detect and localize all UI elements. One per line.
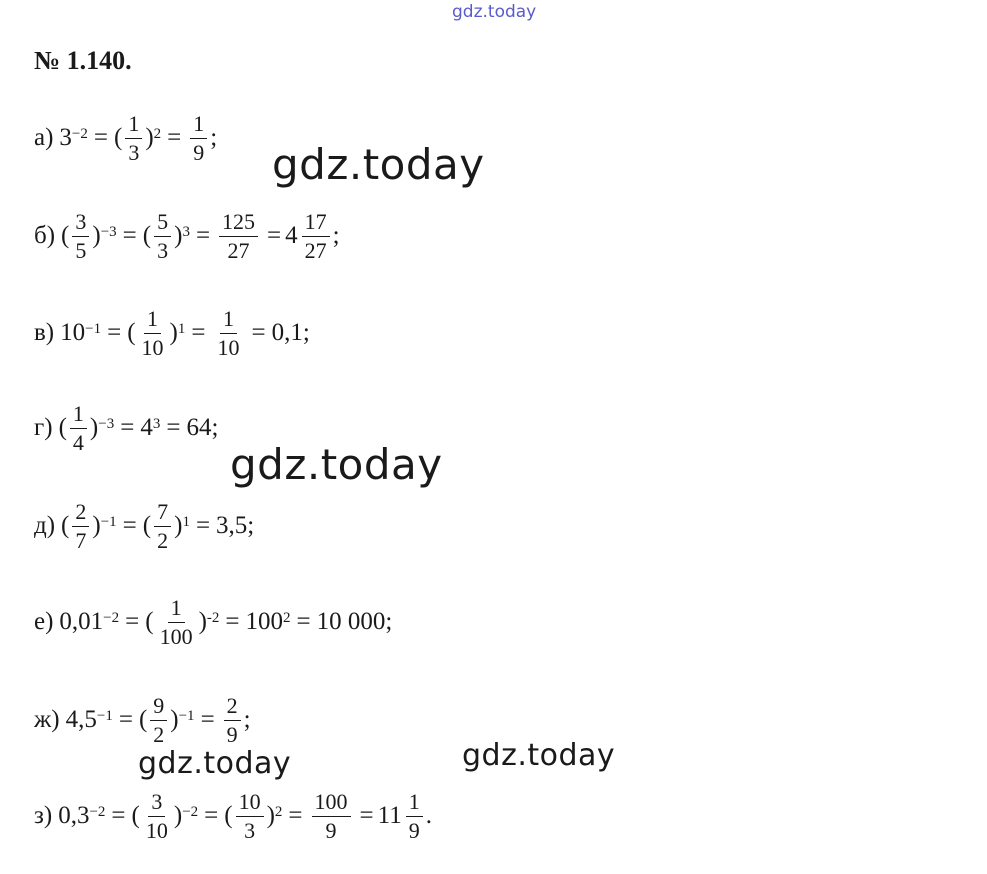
watermark: gdz.today xyxy=(462,738,616,773)
item-label: г) xyxy=(34,414,53,441)
equals: = xyxy=(195,222,211,249)
equals: = xyxy=(200,706,215,733)
exponent: 2 xyxy=(283,609,291,626)
item-e xyxy=(34,592,392,652)
paren: ( xyxy=(61,512,70,539)
paren: ) xyxy=(174,512,183,539)
punctuation: ; xyxy=(332,222,340,249)
watermark: gdz.today xyxy=(230,440,443,489)
exponent: −2 xyxy=(103,609,120,626)
paren: ) xyxy=(198,608,207,635)
equals: = xyxy=(122,222,137,249)
paren: ( xyxy=(114,124,123,151)
exponent: −2 xyxy=(89,803,106,820)
item-label: д) xyxy=(34,512,56,539)
fraction: $\frac{100}{9}$ xyxy=(312,790,351,841)
item-v xyxy=(34,303,310,363)
result: 64; xyxy=(186,414,219,441)
paren: ) xyxy=(92,512,101,539)
base: 10 xyxy=(60,319,86,346)
fraction: $\frac{3}{5}$ xyxy=(72,210,89,261)
fraction: $\frac{1}{10}$ xyxy=(141,306,164,360)
exponent: 1 xyxy=(182,513,190,530)
paren: ) xyxy=(169,319,178,346)
paren: ) xyxy=(173,802,183,829)
equals: = xyxy=(125,608,140,635)
equals: = xyxy=(122,512,137,539)
exponent: −2 xyxy=(71,125,88,142)
base: 4,5 xyxy=(65,706,97,733)
item-label: е) xyxy=(34,608,54,635)
paren: ( xyxy=(145,608,154,635)
equals: = xyxy=(195,512,211,539)
fraction: $\frac{5}{3}$ xyxy=(154,210,171,261)
fraction: $\frac{2}{7}$ xyxy=(72,500,89,551)
equals: = xyxy=(118,706,133,733)
watermark-top: gdz.today xyxy=(452,2,537,22)
equals: = xyxy=(120,414,135,441)
equals: = xyxy=(204,802,219,829)
paren: ( xyxy=(138,706,148,733)
fraction: $\frac{7}{2}$ xyxy=(154,500,171,551)
paren: ( xyxy=(131,802,140,829)
watermark: gdz.today xyxy=(138,746,292,781)
equals: = xyxy=(191,319,206,346)
paren: ( xyxy=(58,414,67,441)
item-label: а) xyxy=(34,124,54,151)
punctuation: . xyxy=(425,802,432,829)
paren: ( xyxy=(127,319,136,346)
mixed-whole: 4 xyxy=(285,222,298,249)
paren: ( xyxy=(142,222,152,249)
exponent: 1 xyxy=(177,320,186,337)
fraction: $\frac{9}{2}$ xyxy=(150,694,167,745)
item-d xyxy=(34,496,254,556)
fraction: $\frac{125}{27}$ xyxy=(219,210,258,261)
result: 0,1; xyxy=(271,319,310,346)
equals: = xyxy=(288,802,303,829)
fraction: $\frac{1}{4}$ xyxy=(70,402,87,453)
exponent: −3 xyxy=(100,223,117,240)
mixed-whole: 11 xyxy=(377,802,402,829)
equals: = xyxy=(111,802,126,829)
paren: ) xyxy=(174,222,183,249)
exponent: −2 xyxy=(182,803,199,820)
fraction: $\frac{1}{9}$ xyxy=(190,112,207,163)
result: 3,5; xyxy=(216,512,255,539)
exponent: −3 xyxy=(98,415,115,432)
equals: = xyxy=(251,319,266,346)
exercise-title: № 1.140. xyxy=(34,46,132,75)
watermark: gdz.today xyxy=(272,140,485,189)
item-g xyxy=(34,398,218,458)
equals: = xyxy=(267,222,282,249)
paren: ) xyxy=(89,414,99,441)
exponent: 2 xyxy=(153,125,162,142)
base: 0,3 xyxy=(58,802,90,829)
punctuation: ; xyxy=(210,124,218,151)
exponent: 3 xyxy=(182,223,190,240)
fraction: $\frac{1}{9}$ xyxy=(406,790,423,841)
equals: = xyxy=(107,319,122,346)
exponent: −1 xyxy=(178,707,195,724)
paren: ( xyxy=(61,222,70,249)
equals: = xyxy=(93,124,108,151)
item-label: ж) xyxy=(34,706,60,733)
item-a xyxy=(34,108,217,168)
item-label: в) xyxy=(34,319,55,346)
item-z xyxy=(34,786,432,846)
equals: = xyxy=(166,414,181,441)
exponent: 3 xyxy=(152,415,161,432)
paren: ) xyxy=(266,802,275,829)
exponent: −1 xyxy=(85,320,102,337)
fraction: $\frac{2}{9}$ xyxy=(224,694,241,745)
paren: ) xyxy=(145,124,154,151)
base: 3 xyxy=(59,124,72,151)
exponent: 2 xyxy=(274,803,283,820)
fraction: $\frac{1}{3}$ xyxy=(125,112,142,163)
fraction: $\frac{1}{100}$ xyxy=(159,595,193,649)
equals: = xyxy=(225,608,240,635)
fraction: $\frac{17}{27}$ xyxy=(302,210,330,261)
item-label: з) xyxy=(34,802,53,829)
base: 0,01 xyxy=(59,608,104,635)
equals: = xyxy=(359,802,374,829)
paren: ( xyxy=(224,802,233,829)
paren: ) xyxy=(170,706,179,733)
fraction: $\frac{1}{10}$ xyxy=(217,306,240,360)
fraction: $\frac{3}{10}$ xyxy=(145,789,168,843)
equals: = xyxy=(296,608,311,635)
punctuation: ; xyxy=(243,706,251,733)
fraction: $\frac{10}{3}$ xyxy=(236,790,264,841)
exponent: -2 xyxy=(206,609,220,626)
equals: = xyxy=(167,124,182,151)
base: 4 xyxy=(140,414,153,441)
exponent: −1 xyxy=(96,707,113,724)
result: 10 000; xyxy=(316,608,393,635)
paren: ( xyxy=(142,512,152,539)
paren: ) xyxy=(92,222,101,249)
base: 100 xyxy=(245,608,284,635)
item-zh xyxy=(34,690,251,750)
item-label: б) xyxy=(34,222,56,249)
item-b xyxy=(34,206,340,266)
exponent: −1 xyxy=(100,513,117,530)
